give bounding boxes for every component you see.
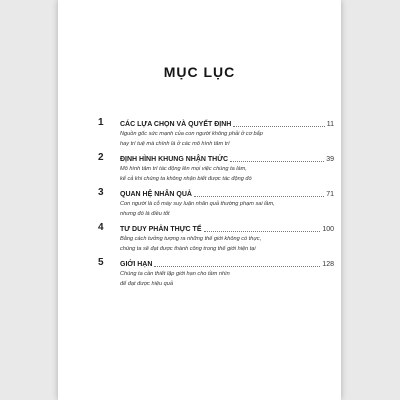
dot-leader bbox=[233, 125, 324, 127]
chapter-description-line: hay trí tuệ mà chính là ở các mô hình tâm trí bbox=[120, 141, 230, 147]
chapter-description bbox=[120, 269, 334, 289]
chapter-description-line: Mô hình tâm trí tác động lên mọi việc chúng ta làm, bbox=[120, 166, 247, 172]
chapter-description bbox=[120, 164, 334, 184]
book-page bbox=[58, 0, 341, 400]
chapter-number: 4 bbox=[98, 222, 104, 233]
chapter-number: 3 bbox=[98, 187, 104, 198]
chapter-description-line: Bằng cách tưởng tượng ra những thế giới không có thực, bbox=[120, 236, 262, 242]
chapter-number: 2 bbox=[98, 152, 104, 163]
dot-leader bbox=[194, 195, 324, 197]
chapter-description-line: kể cả khi chúng ta không nhận biết được tác động đó bbox=[120, 176, 252, 182]
chapter-heading: ĐỊNH HÌNH KHUNG NHẬN THỨC bbox=[120, 156, 229, 163]
chapter-description bbox=[120, 129, 334, 149]
chapter-description-line: Chúng ta cần thiết lập giới hạn cho tầm nhìn bbox=[120, 271, 230, 277]
chapter-description-line: chúng ta sẽ đạt được thành công trong thế giới hiện tại bbox=[120, 246, 256, 252]
chapter-description-line: nhưng đó là điều tốt bbox=[120, 211, 170, 217]
dot-leader bbox=[154, 265, 320, 267]
chapter-page-number: 11 bbox=[326, 121, 334, 128]
chapter-description-line: Con người là cỗ máy suy luận nhân quả thường phạm sai lầm, bbox=[120, 201, 275, 207]
chapter-heading: QUAN HỆ NHÂN QUẢ bbox=[120, 191, 192, 198]
chapter-number: 1 bbox=[98, 117, 104, 128]
chapter-row bbox=[120, 257, 334, 269]
chapter-description bbox=[120, 234, 334, 254]
chapter-row bbox=[120, 117, 334, 129]
page-title: MỤC LỤC bbox=[163, 64, 236, 80]
chapter-row bbox=[120, 152, 334, 164]
chapter-page-number: 128 bbox=[322, 261, 334, 268]
chapter-heading: GIỚI HẠN bbox=[120, 261, 153, 268]
chapter-heading: CÁC LỰA CHỌN VÀ QUYẾT ĐỊNH bbox=[120, 121, 232, 128]
chapter-row bbox=[120, 187, 334, 199]
chapter-heading: TƯ DUY PHẢN THỰC TẾ bbox=[120, 226, 202, 233]
chapter-description bbox=[120, 199, 334, 219]
chapter-page-number: 71 bbox=[326, 191, 334, 198]
chapter-row bbox=[120, 222, 334, 234]
chapter-description-line: Nguồn gốc sức mạnh của con người không phải ở cơ bắp bbox=[120, 131, 263, 137]
chapter-number: 5 bbox=[98, 257, 104, 268]
chapter-description-line: để đạt được hiệu quả bbox=[120, 281, 173, 287]
dot-leader bbox=[204, 230, 321, 232]
chapter-page-number: 39 bbox=[326, 156, 334, 163]
dot-leader bbox=[230, 160, 324, 162]
chapter-page-number: 100 bbox=[322, 226, 334, 233]
